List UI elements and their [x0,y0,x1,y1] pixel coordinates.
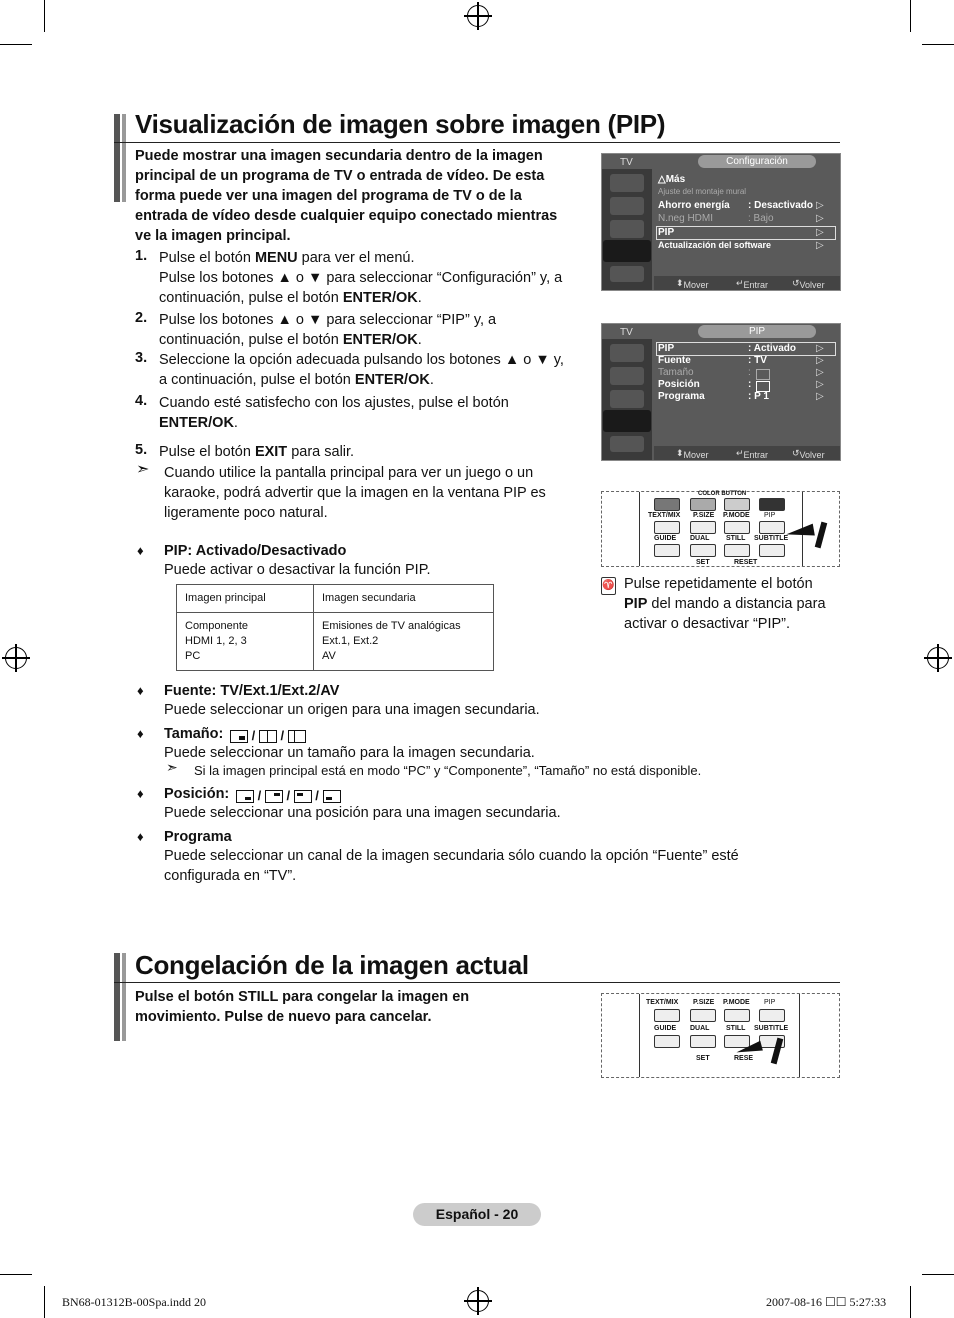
remote-label: DUAL [690,535,710,542]
menu-value: : Activado [748,343,796,354]
psize-button[interactable] [690,521,716,534]
section-bar [114,953,120,1041]
crop-mark [44,1286,45,1318]
registration-mark-icon [467,1290,489,1312]
remote-illustration [601,993,840,1078]
source-table [176,584,494,671]
bullet-icon: ♦ [137,543,144,558]
remote-label: GUIDE [654,535,677,542]
tv-menu-configuracion [601,153,841,291]
remote-label: RESET [734,559,758,566]
menu-item-program[interactable]: Programa [658,391,705,402]
dual-button[interactable] [690,544,716,557]
registration-mark-icon [927,647,949,669]
table-cell: Emisiones de TV analógicas Ext.1, Ext.2 AV [314,613,494,671]
remote-edge [639,994,640,1077]
guide-button[interactable] [654,1035,680,1048]
remote-label: TEXT/MIX [646,999,679,1006]
selection-highlight [656,226,836,240]
menu-item-source[interactable]: Fuente [658,355,691,366]
arrow-right-icon: ▷ [816,367,824,378]
section-title: Visualización de imagen sobre imagen (PIP) [135,109,666,139]
registration-mark-icon [5,647,27,669]
bullet-icon: ♦ [137,726,144,741]
menu-item-pip[interactable]: PIP [658,227,675,238]
step-3: Seleccione la opción adecuada pulsando los botones ▲ o ▼ y, a continuación, pulse el botón ENTER/OK. [159,352,564,388]
arrow-right-icon: ▷ [816,213,824,224]
file-name: BN68-01312B-00Spa.indd 20 [62,1295,206,1309]
remote-button[interactable] [690,498,716,511]
remote-label: COLOR BUTTON [698,491,747,497]
pip-button[interactable] [759,1009,785,1022]
crop-mark [0,44,32,45]
size-icon [756,369,770,380]
title-rule [114,982,840,983]
pmode-button[interactable] [724,521,750,534]
remote-label: P.SIZE [693,512,715,519]
section-bar [122,953,126,1041]
picture-icon [610,174,644,192]
selection-highlight [656,342,836,356]
section-intro: Pulse el botón STILL para congelar la imagen en movimiento. Pulse de nuevo para cancelar. [135,989,470,1025]
guide-button[interactable] [654,544,680,557]
remote-label: SET [696,559,710,566]
crop-mark [910,0,911,32]
note-arrow-icon: ➣ [166,759,178,775]
remote-label: P.SIZE [693,999,715,1006]
menu-title: Configuración [698,155,816,168]
still-button[interactable] [724,544,750,557]
input-icon [610,266,644,282]
step-number: 2. [135,310,148,326]
posicion-title: Posición: [164,786,230,802]
table-header: Imagen secundaria [314,585,494,613]
remote-label: PIP [764,512,776,519]
menu-value: : Desactivado [748,200,814,211]
table-cell: Componente HDMI 1, 2, 3 PC [177,613,314,671]
crop-mark [44,0,45,32]
fuente-desc: Puede seleccionar un origen para una imagen secundaria. [164,702,540,718]
fuente-title: Fuente: TV/Ext.1/Ext.2/AV [164,683,340,699]
sound-icon [610,367,644,385]
step-4: Cuando esté satisfecho con los ajustes, pulse el botón ENTER/OK. [159,395,509,431]
section-title: Congelación de la imagen actual [135,950,529,980]
menu-item-size[interactable]: Tamaño [658,367,694,378]
remote-label: SUBTITLE [754,535,789,542]
remote-label: DUAL [690,1025,710,1032]
menu-item-pip[interactable]: PIP [658,343,675,354]
remote-button[interactable] [654,498,680,511]
note-arrow-icon: ➣ [136,461,150,478]
tamano-note: Si la imagen principal está en modo “PC” y “Componente”, “Tamaño” no está disponible. [194,763,702,778]
text-mix-button[interactable] [654,1009,680,1022]
pmode-button[interactable] [724,1009,750,1022]
step-2: Pulse los botones ▲ o ▼ para seleccionar “PIP” y, a continuación, pulse el botón ENTER/OK. [159,312,497,348]
title-rule [114,142,840,143]
step-1: Pulse el botón MENU para ver el menú. Pulse los botones ▲ o ▼ para seleccionar “Configuración” y, a continuación, pulse el botón ENTER/OK. [159,250,563,306]
remote-illustration [601,491,840,567]
remote-label: STILL [726,535,746,542]
picture-icon [610,344,644,362]
remote-tip: Pulse repetidamente el botón PIP del mando a distancia para activar o desactivar “PIP”. [624,576,826,632]
remote-tip-icon: ♈ [601,577,616,595]
menu-item-position[interactable]: Posición [658,379,700,390]
arrow-right-icon: ▷ [816,240,824,251]
menu-tv-label: TV [620,327,633,338]
menu-value: : P 1 [748,391,769,402]
position-icons: / / / [236,788,341,803]
pip-button[interactable] [759,521,785,534]
step-number: 5. [135,442,148,458]
crop-mark [0,1274,32,1275]
tamano-desc: Puede seleccionar un tamaño para la imagen secundaria. [164,745,535,761]
setup-gear-icon [603,410,651,432]
menu-item-hdmi-black[interactable]: N.neg HDMI [658,213,714,224]
menu-item-wall-mount[interactable]: Ajuste del montaje mural [658,187,747,196]
size-icons: / / [230,728,306,743]
psize-button[interactable] [690,1009,716,1022]
section-intro: Puede mostrar una imagen secundaria dentro de la imagen principal de un programa de TV o entrada de vídeo. De esta forma puede ver una imagen del programa de TV o de la entrada de vídeo desde cualquier equipo conectado mientras ve la imagen principal. [135,148,558,244]
remote-label: STILL [726,1025,746,1032]
bullet-icon: ♦ [137,829,144,844]
bullet-icon: ♦ [137,683,144,698]
crop-mark [922,44,954,45]
print-date: 2007-08-16 ☐☐ 5:27:33 [766,1295,887,1309]
menu-footer: ⬍ Mover ↵ Entrar ↺ Volver [654,446,840,460]
dual-button[interactable] [690,1035,716,1048]
menu-value: : Bajo [748,213,774,224]
menu-value: : TV [748,355,767,366]
pointer-arrow-icon [785,524,815,541]
tamano-title: Tamaño: [164,726,224,742]
remote-label: GUIDE [654,1025,677,1032]
arrow-right-icon: ▷ [816,355,824,366]
arrow-right-icon: ▷ [816,379,824,390]
remote-button[interactable] [759,498,785,511]
menu-item-energy-saving[interactable]: Ahorro energía [658,200,730,211]
arrow-right-icon: ▷ [816,227,824,238]
page-number: Español - 20 [413,1203,541,1226]
step-number: 4. [135,393,148,409]
remote-label: SUBTITLE [754,1025,789,1032]
menu-item-more[interactable]: △Más [658,174,686,185]
crop-mark [922,1274,954,1275]
remote-label: TEXT/MIX [648,512,681,519]
remote-label: P.MODE [723,999,750,1006]
subtitle-button[interactable] [759,544,785,557]
menu-value: : [748,379,752,390]
pip-title: PIP: Activado/Desactivado [164,543,347,559]
menu-footer: ⬍ Mover ↵ Entrar ↺ Volver [654,276,840,290]
menu-title: PIP [698,325,816,338]
posicion-desc: Puede seleccionar una posición para una imagen secundaria. [164,805,561,821]
hand-pointer-icon [815,522,828,549]
step-number: 1. [135,248,148,264]
sound-icon [610,197,644,215]
channel-icon [610,390,644,408]
remote-edge [639,492,640,566]
table-header: Imagen principal [177,585,314,613]
registration-mark-icon [467,5,489,27]
section-bar [114,114,120,202]
bullet-icon: ♦ [137,786,144,801]
remote-edge [799,994,800,1077]
remote-label: RESE [734,1055,754,1062]
note-text: Cuando utilice la pantalla principal para ver un juego o un karaoke, podrá advertir que la imagen en la ventana PIP es ligeramente poco natural. [164,465,546,521]
menu-value: : [748,367,751,378]
programa-desc: Puede seleccionar un canal de la imagen secundaria sólo cuando la opción “Fuente” esté configurada en “TV”. [164,848,739,884]
remote-button[interactable] [724,498,750,511]
setup-gear-icon [603,240,651,262]
text-mix-button[interactable] [654,521,680,534]
section-bar [122,114,126,202]
channel-icon [610,220,644,238]
menu-item-software-update[interactable]: Actualización del software [658,240,772,250]
input-icon [610,436,644,452]
crop-mark [910,1286,911,1318]
tv-menu-pip [601,323,841,461]
arrow-right-icon: ▷ [816,343,824,354]
step-number: 3. [135,350,148,366]
programa-title: Programa [164,829,232,845]
remote-label: P.MODE [723,512,750,519]
arrow-right-icon: ▷ [816,391,824,402]
menu-tv-label: TV [620,157,633,168]
remote-label: PIP [764,999,776,1006]
remote-label: SET [696,1055,710,1062]
arrow-right-icon: ▷ [816,200,824,211]
step-5: Pulse el botón EXIT para salir. [159,444,355,460]
pip-desc: Puede activar o desactivar la función PIP. [164,562,431,578]
